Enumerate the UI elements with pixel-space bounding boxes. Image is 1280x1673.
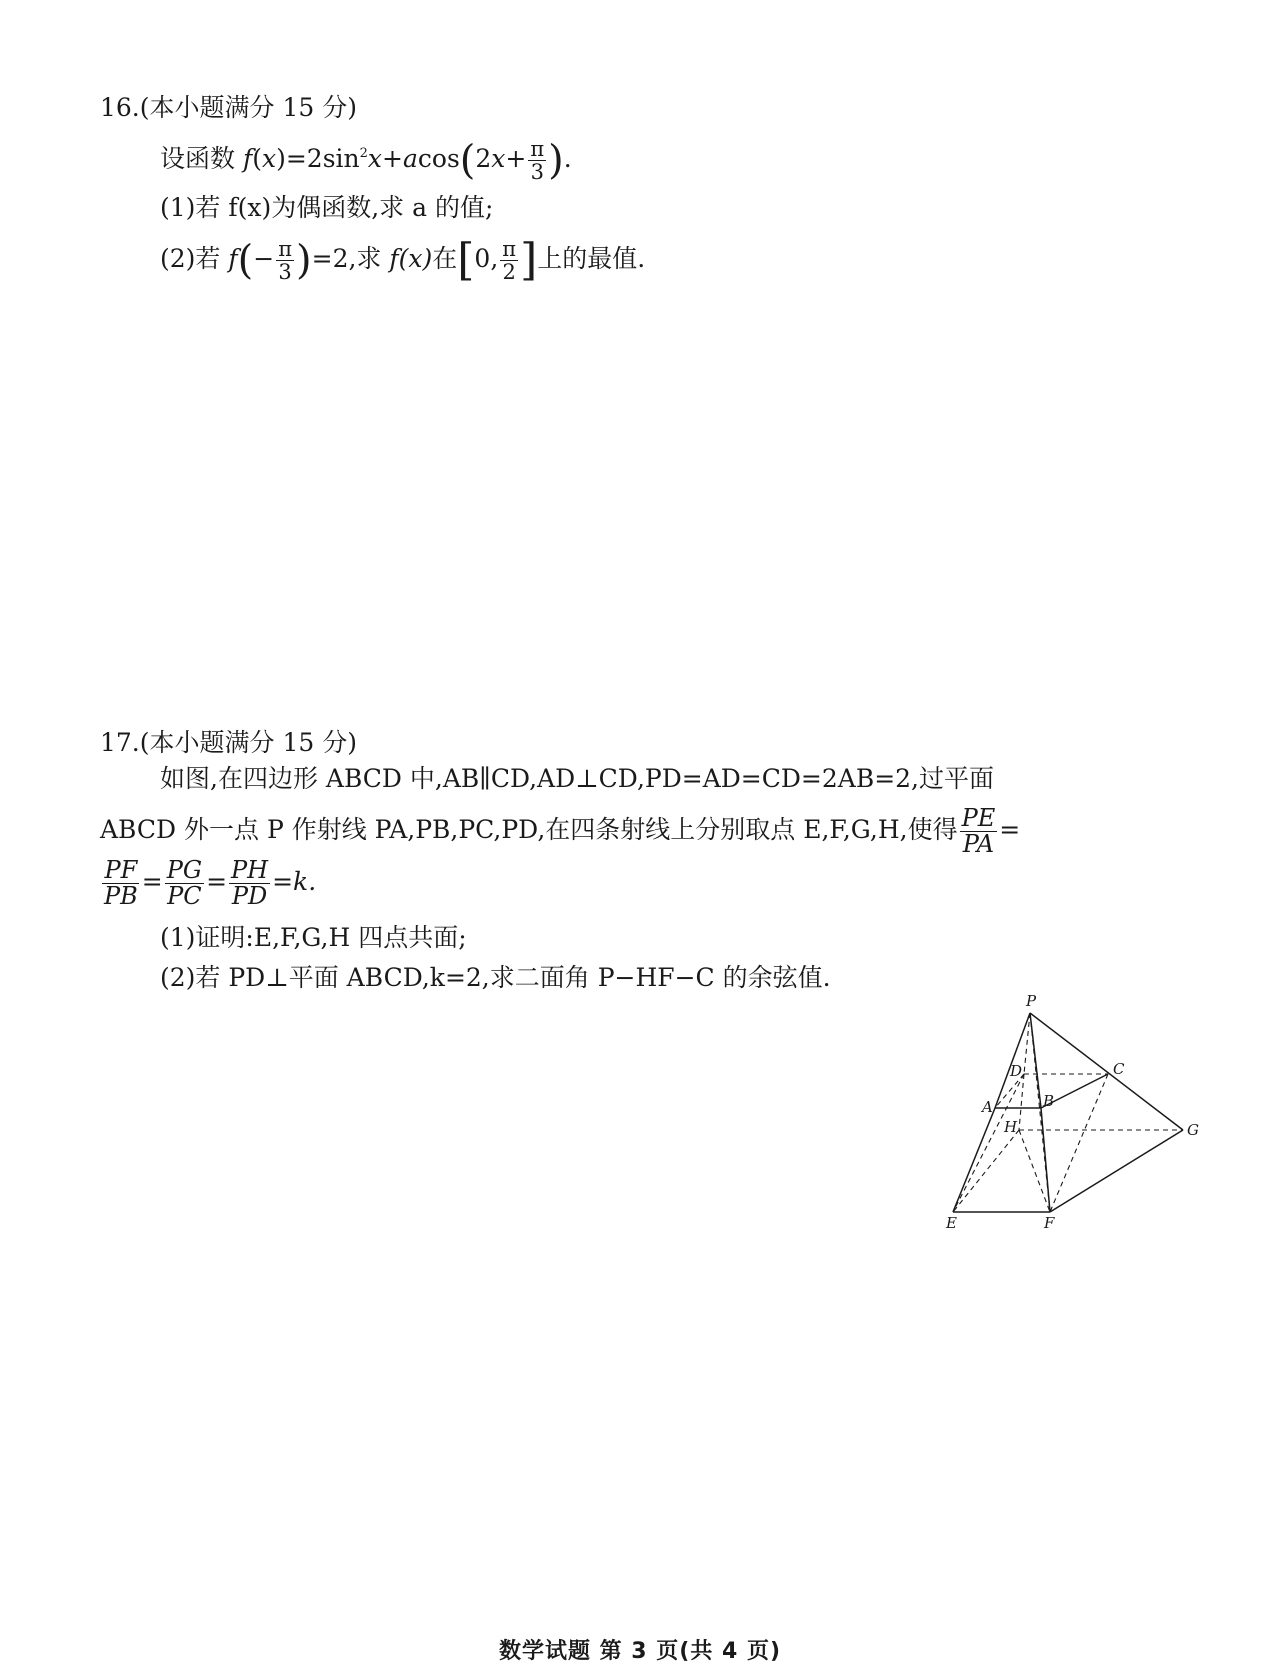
q16-part2: (2)若 f(− $\frac{\pi}{3}$ )=2,求 f(x)在[0, $\frac{\pi}{2}$ ]上的最值. [160,234,646,286]
label-B: B [1043,1092,1055,1110]
q17-ratio-ph-pd: $\frac{PH}{PD}$ [231,856,269,911]
q16-frac-pi-over-3: $\frac{\pi}{3}$ [530,137,545,185]
label-A: A [982,1098,993,1116]
q16-func-prefix: 设函数 [160,144,243,174]
label-E: E [946,1214,957,1232]
page-footer: 数学试题 第 3 页(共 4 页) [498,1639,782,1664]
q17-header: 17.(本小题满分 15 分) [100,728,357,757]
edge-PG [1030,1013,1183,1130]
q17-part2: (2)若 PD⊥平面 ABCD,k=2,求二面角 P−HF−C 的余弦值. [160,963,831,992]
q17-part1: (1)证明:E,F,G,H 四点共面; [160,923,467,952]
edge-HE-dashed [953,1130,1019,1212]
edge-DE-dashed [953,1074,1024,1212]
label-F: F [1044,1214,1055,1232]
edge-HF-dashed [1019,1130,1050,1212]
label-G: G [1187,1121,1199,1139]
label-H: H [1004,1118,1018,1136]
edge-PB [1030,1013,1041,1108]
edge-AE [953,1108,995,1212]
label-P: P [1026,992,1037,1010]
edge-FG [1050,1130,1183,1212]
q17-ratio-pg-pc: $\frac{PG}{PC}$ [166,856,203,911]
pyramid-figure [940,990,1220,1240]
edge-CF-dashed [1050,1074,1108,1212]
q16-part1: (1)若 f(x)为偶函数,求 a 的值; [160,193,494,222]
q17-ratio-line: $\frac{PF}{PB}$ = $\frac{PG}{PC}$ = $\frac{PH}{PD}$ =k. [104,856,317,911]
q17-ratio-pf-pb: $\frac{PF}{PB}$ [104,856,138,911]
q16-function-definition: 设函数 $f(x)=2\sin^2x+acos(2x+$ $\frac{\pi}{3}$ ). [160,137,572,185]
q16-part2-frac-pi-over-2: $\frac{\pi}{2}$ [502,237,517,285]
q16-part2-frac-pi-over-3: $\frac{\pi}{3}$ [278,237,293,285]
label-D: D [1010,1062,1023,1080]
edge-PA [995,1013,1030,1108]
q17-ratio-pe-pa: $\frac{PE}{PA}$ [961,804,996,859]
q16-header: 16.(本小题满分 15 分) [100,93,357,122]
label-C: C [1113,1060,1125,1078]
q17-line1: 如图,在四边形 ABCD 中,AB∥CD,AD⊥CD,PD=AD=CD=2AB=2,过平面 [160,764,994,793]
q17-line2: ABCD 外一点 P 作射线 PA,PB,PC,PD,在四条射线上分别取点 E,F,G,H,使得 $\frac{PE}{PA}$ = [100,804,1021,859]
